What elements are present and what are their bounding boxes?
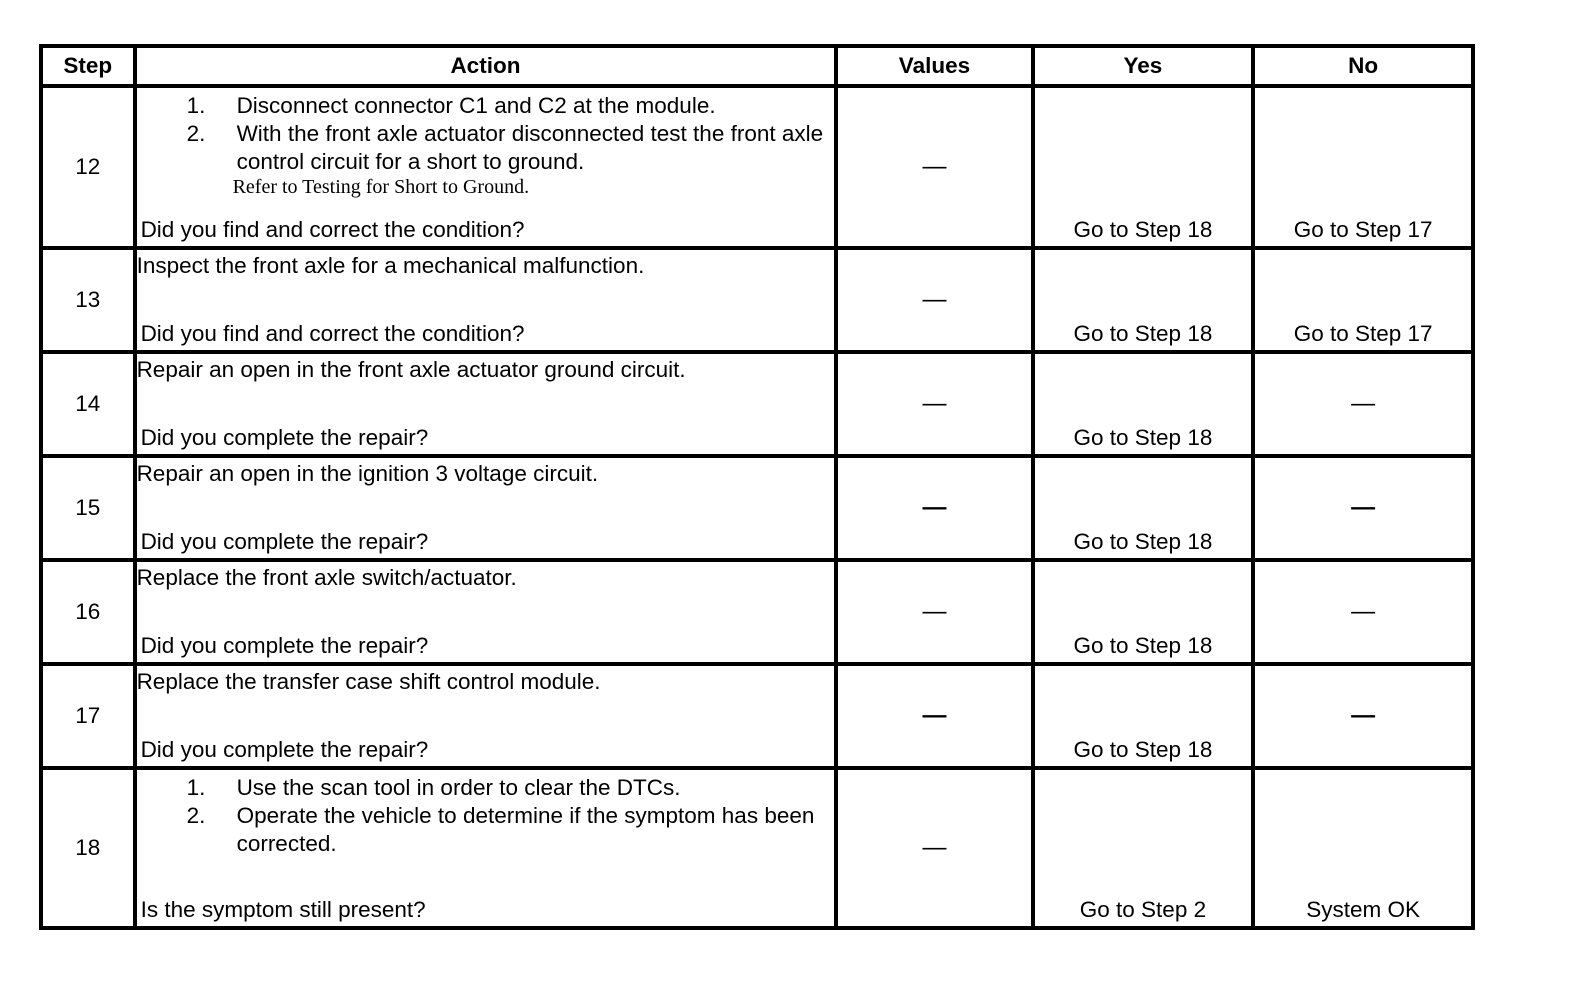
values-dash: — (922, 286, 947, 313)
step-text: Use the scan tool in order to clear the DTCs. (236, 775, 681, 800)
header-yes: Yes (1033, 46, 1254, 86)
no-cell (1253, 560, 1473, 664)
action-step (137, 802, 835, 858)
values-dash: — (922, 494, 947, 521)
diagnostic-table (39, 44, 1475, 930)
header-step: Step (41, 46, 135, 86)
yes-cell (1033, 86, 1254, 248)
values-cell (836, 248, 1032, 352)
no-dash: — (1351, 390, 1376, 417)
action-text: Repair an open in the front axle actuator ground circuit. (136, 357, 686, 382)
yes-cell (1033, 352, 1254, 456)
action-step (137, 774, 835, 802)
action-step (137, 92, 835, 120)
reference-text: Refer to Testing for Short to Ground. (232, 176, 530, 198)
table-row (41, 768, 1473, 928)
action-cell (135, 86, 837, 248)
action-text: Inspect the front axle for a mechanical malfunction. (136, 253, 645, 278)
no-cell (1253, 352, 1473, 456)
action-cell (135, 456, 837, 560)
action-cell (135, 768, 837, 928)
action-cell (135, 248, 837, 352)
values-cell (836, 664, 1032, 768)
values-dash: — (922, 702, 947, 729)
values-dash: — (922, 834, 947, 861)
action-question: Did you complete the repair? (140, 633, 429, 658)
yes-cell (1033, 768, 1254, 928)
action-cell (135, 560, 837, 664)
values-cell (836, 560, 1032, 664)
action-cell (135, 664, 837, 768)
yes-result: Go to Step 18 (1073, 737, 1213, 762)
values-dash: — (922, 153, 947, 180)
header-action: Action (135, 46, 837, 86)
yes-result: Go to Step 18 (1073, 633, 1213, 658)
yes-result: Go to Step 18 (1073, 529, 1213, 554)
action-question: Is the symptom still present? (140, 897, 426, 922)
no-cell (1253, 86, 1473, 248)
step-text: With the front axle actuator disconnected test the front axle control circuit for a short to ground. (236, 121, 824, 174)
table-row (41, 456, 1473, 560)
values-cell (836, 768, 1032, 928)
action-text: Replace the front axle switch/actuator. (136, 565, 517, 590)
step-number: 14 (41, 352, 135, 456)
step-number: 12 (41, 86, 135, 248)
yes-cell (1033, 456, 1254, 560)
action-question: Did you find and correct the condition? (140, 321, 525, 346)
table-row (41, 664, 1473, 768)
no-cell (1253, 456, 1473, 560)
action-question: Did you complete the repair? (140, 425, 429, 450)
header-values: Values (836, 46, 1032, 86)
no-result: System OK (1306, 897, 1421, 922)
action-question: Did you complete the repair? (140, 737, 429, 762)
no-result: Go to Step 17 (1293, 217, 1433, 242)
table-row (41, 86, 1473, 248)
yes-result: Go to Step 18 (1073, 217, 1213, 242)
yes-cell (1033, 248, 1254, 352)
step-number: 16 (41, 560, 135, 664)
step-text: Operate the vehicle to determine if the symptom has been corrected. (236, 803, 815, 856)
no-result: Go to Step 17 (1293, 321, 1433, 346)
action-text: Replace the transfer case shift control module. (136, 669, 601, 694)
step-number: 13 (41, 248, 135, 352)
no-cell (1253, 768, 1473, 928)
header-no: No (1253, 46, 1473, 86)
step-text: Disconnect connector C1 and C2 at the module. (236, 93, 716, 118)
header-row (41, 46, 1473, 86)
step-number: 15 (41, 456, 135, 560)
step-number: 18 (41, 768, 135, 928)
yes-result: Go to Step 2 (1079, 897, 1207, 922)
action-question: Did you find and correct the condition? (140, 217, 525, 242)
action-question: Did you complete the repair? (140, 529, 429, 554)
no-dash: — (1351, 494, 1376, 521)
no-dash: — (1351, 598, 1376, 625)
values-cell (836, 352, 1032, 456)
action-steps (137, 92, 835, 176)
table-row (41, 352, 1473, 456)
step-index: 2. (186, 121, 206, 146)
yes-result: Go to Step 18 (1073, 321, 1213, 346)
step-index: 1. (186, 93, 206, 118)
no-cell (1253, 664, 1473, 768)
table-row (41, 248, 1473, 352)
no-dash: — (1351, 702, 1376, 729)
action-cell (135, 352, 837, 456)
yes-cell (1033, 560, 1254, 664)
table-row (41, 560, 1473, 664)
step-index: 2. (186, 803, 206, 828)
action-steps (137, 774, 835, 858)
yes-cell (1033, 664, 1254, 768)
yes-result: Go to Step 18 (1073, 425, 1213, 450)
values-cell (836, 86, 1032, 248)
values-dash: — (922, 598, 947, 625)
step-index: 1. (186, 775, 206, 800)
action-text: Repair an open in the ignition 3 voltage circuit. (136, 461, 599, 486)
action-step (137, 120, 835, 176)
values-dash: — (922, 390, 947, 417)
step-number: 17 (41, 664, 135, 768)
values-cell (836, 456, 1032, 560)
no-cell (1253, 248, 1473, 352)
